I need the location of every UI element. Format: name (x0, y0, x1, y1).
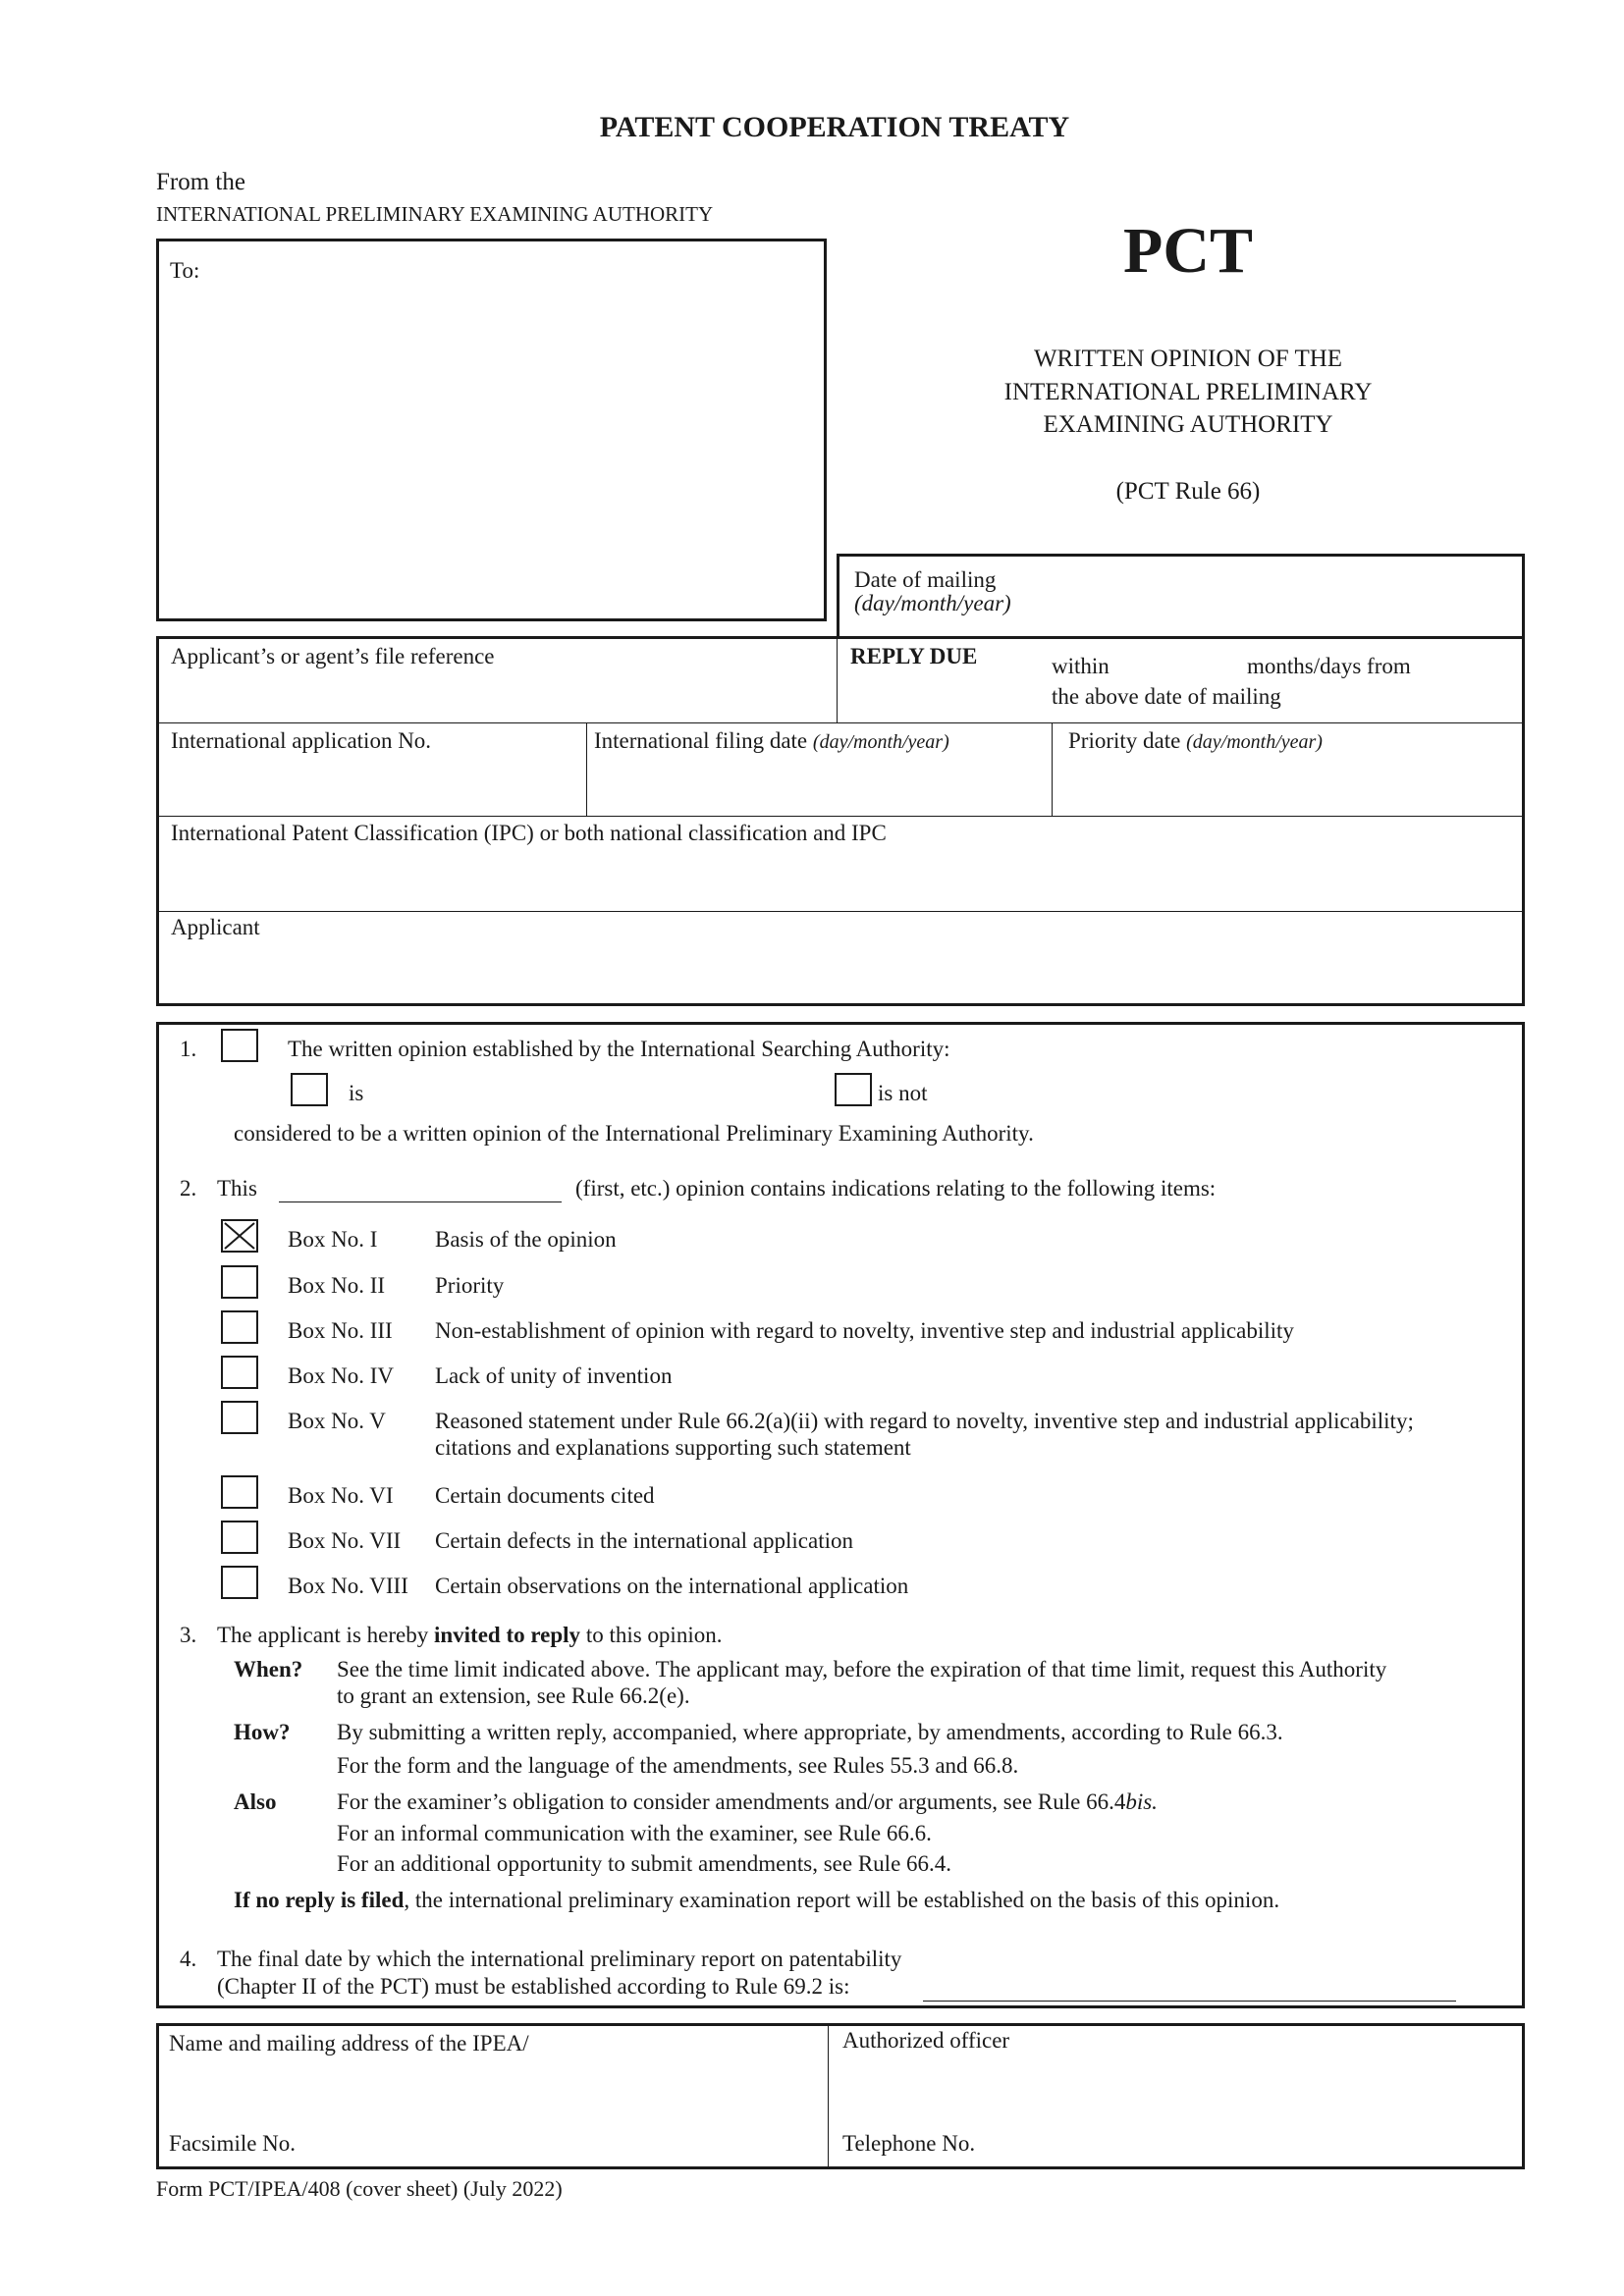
box-item-number: Box No. VIII (288, 1574, 408, 1598)
from-the-label: From the (156, 169, 245, 195)
box-item-checkbox[interactable] (221, 1475, 258, 1509)
is-not-checkbox[interactable] (835, 1073, 872, 1106)
above-date-label: the above date of mailing (1052, 684, 1281, 709)
when-text-1: See the time limit indicated above. The applicant may, before the expiration of that time limit, request this Authority (337, 1657, 1387, 1682)
box-item-description: Priority (435, 1273, 505, 1298)
reply-due-label: REPLY DUE (850, 644, 978, 668)
section-1-considered: considered to be a written opinion of the International Preliminary Examining Authority. (234, 1121, 1034, 1146)
to-label: To: (170, 258, 200, 283)
date-of-mailing-format: (day/month/year) (854, 591, 1011, 615)
is-not-label: is not (878, 1081, 928, 1105)
section-3-intro: The applicant is hereby invited to reply to this opinion. (217, 1623, 723, 1647)
how-label: How? (234, 1720, 291, 1744)
also-text-2: For an informal communication with the examiner, see Rule 66.6. (337, 1821, 932, 1845)
box-item-number: Box No. VII (288, 1528, 402, 1553)
ipc-label: International Patent Classification (IPC) or both national classification and IPC (171, 821, 887, 845)
section-2-text: (first, etc.) opinion contains indications relating to the following items: (575, 1176, 1217, 1201)
box-item-checkbox[interactable] (221, 1310, 258, 1344)
opinion-ordinal-field[interactable] (279, 1201, 562, 1202)
section-2-number: 2. (180, 1176, 197, 1201)
application-no-label: International application No. (171, 728, 432, 753)
within-label: within (1052, 654, 1110, 678)
also-label: Also (234, 1789, 277, 1814)
when-label: When? (234, 1657, 303, 1682)
box-item-number: Box No. VI (288, 1483, 394, 1508)
section-3-number: 3. (180, 1623, 197, 1647)
also-text-3: For an additional opportunity to submit amendments, see Rule 66.4. (337, 1851, 952, 1876)
section-4-number: 4. (180, 1947, 197, 1971)
doc-title-line-1: WRITTEN OPINION OF THE (1033, 346, 1343, 372)
box-item-number: Box No. I (288, 1227, 378, 1252)
facsimile-label: Facsimile No. (169, 2131, 297, 2156)
box-item-description-cont: citations and explanations supporting such statement (435, 1435, 911, 1460)
file-reference-label: Applicant’s or agent’s file reference (171, 644, 495, 668)
box-item-description: Certain defects in the international application (435, 1528, 853, 1553)
applicant-label: Applicant (171, 915, 260, 939)
box-item-checkbox[interactable] (221, 1401, 258, 1434)
pct-title: PCT (1123, 215, 1253, 287)
date-of-mailing-label: Date of mailing (854, 567, 997, 592)
is-label: is (349, 1081, 364, 1105)
section-4-line-2: (Chapter II of the PCT) must be established according to Rule 69.2 is: (217, 1974, 850, 1999)
box-item-description: Certain documents cited (435, 1483, 655, 1508)
treaty-title: PATENT COOPERATION TREATY (599, 111, 1070, 143)
box-item-number: Box No. V (288, 1409, 386, 1433)
no-reply-text: If no reply is filed, the international preliminary examination report will be established on the basis of this opinion. (234, 1888, 1280, 1912)
checkmark-x-icon (223, 1221, 256, 1251)
authorized-officer-label: Authorized officer (842, 2028, 1010, 2053)
box-item-number: Box No. III (288, 1318, 393, 1343)
when-text-2: to grant an extension, see Rule 66.2(e). (337, 1683, 690, 1708)
box-item-checkbox[interactable] (221, 1566, 258, 1599)
box-item-description: Non-establishment of opinion with regard to novelty, inventive step and industrial applicability (435, 1318, 1294, 1343)
months-days-label: months/days from (1247, 654, 1411, 678)
filing-date-label: International filing date (day/month/year) (594, 728, 949, 753)
form-identifier: Form PCT/IPEA/408 (cover sheet) (July 2022) (156, 2176, 563, 2201)
ipea-address-label: Name and mailing address of the IPEA/ (169, 2031, 529, 2056)
to-address-box[interactable] (156, 239, 827, 621)
final-date-field[interactable] (923, 2001, 1456, 2002)
box-item-description: Certain observations on the international application (435, 1574, 909, 1598)
section-1-number: 1. (180, 1037, 197, 1061)
rule-reference: (PCT Rule 66) (1115, 478, 1261, 505)
how-text-1: By submitting a written reply, accompanied, where appropriate, by amendments, according to Rule 66.3. (337, 1720, 1283, 1744)
is-checkbox[interactable] (291, 1073, 328, 1106)
priority-date-label: Priority date (day/month/year) (1068, 728, 1323, 753)
doc-title-line-2: INTERNATIONAL PRELIMINARY (1003, 379, 1373, 405)
box-item-description: Lack of unity of invention (435, 1363, 673, 1388)
box-item-number: Box No. II (288, 1273, 386, 1298)
box-item-number: Box No. IV (288, 1363, 394, 1388)
section-2-this: This (217, 1176, 257, 1201)
telephone-label: Telephone No. (842, 2131, 976, 2156)
authority-label: INTERNATIONAL PRELIMINARY EXAMINING AUTHORITY (156, 202, 714, 226)
box-item-description: Reasoned statement under Rule 66.2(a)(ii) with regard to novelty, inventive step and industrial applicability; (435, 1409, 1414, 1433)
box-item-checkbox[interactable] (221, 1521, 258, 1554)
doc-title-line-3: EXAMINING AUTHORITY (1043, 411, 1333, 438)
box-item-checkbox[interactable] (221, 1219, 258, 1253)
also-text-1: For the examiner’s obligation to consider amendments and/or arguments, see Rule 66.4bis. (337, 1789, 1158, 1814)
box-item-description: Basis of the opinion (435, 1227, 617, 1252)
section-1-text: The written opinion established by the International Searching Authority: (288, 1037, 950, 1061)
section-4-line-1: The final date by which the international preliminary report on patentability (217, 1947, 902, 1971)
section-1-checkbox[interactable] (221, 1029, 258, 1062)
box-item-checkbox[interactable] (221, 1356, 258, 1389)
how-text-2: For the form and the language of the amendments, see Rules 55.3 and 66.8. (337, 1753, 1019, 1778)
box-item-checkbox[interactable] (221, 1265, 258, 1299)
